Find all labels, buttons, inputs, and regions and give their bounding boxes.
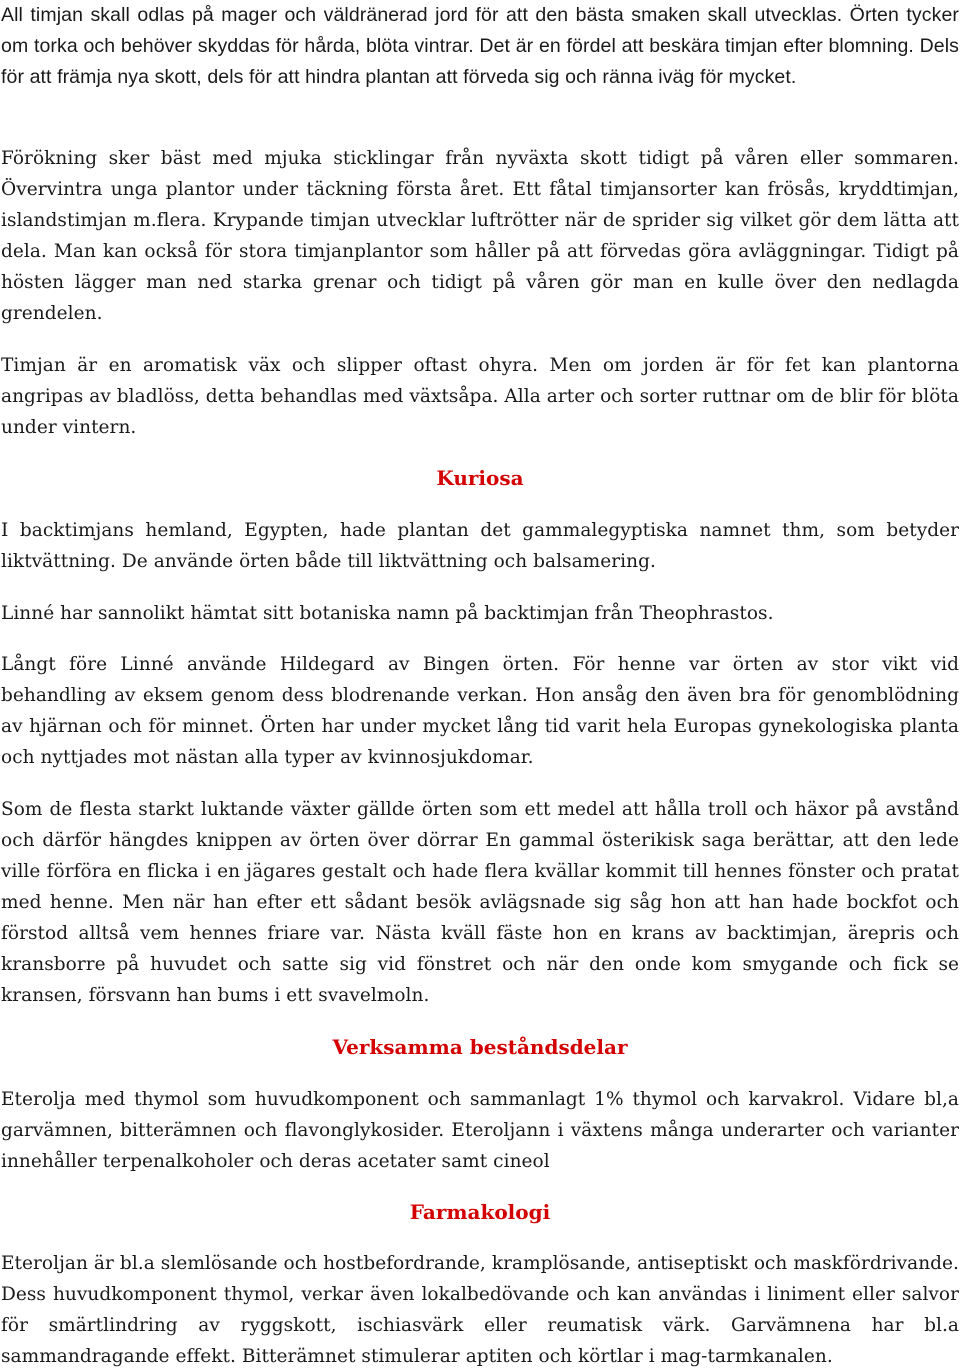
paragraph-growing: All timjan skall odlas på mager och väldränerad jord för att den bästa smaken skall utvecklas. Örten tycker om torka och behöver skyddas för hårda, blöta vintrar. Det är en fördel att beskära timjan efter blomning. Dels för att främja nya skott, dels för att hindra plantan att förveda sig och ränna iväg för mycket. [1, 4, 959, 88]
paragraph-egypt: I backtimjans hemland, Egypten, hade plantan det gammalegyptiska namnet thm, som betyder liktvättning. De använde örten både till liktvättning och balsamering. [1, 520, 959, 572]
paragraph-pharmacology: Eteroljan är bl.a slemlösande och hostbefordrande, kramplösande, antiseptiskt och maskfördrivande. Dess huvudkomponent thymol, verkar även lokalbedövande och kan användas i liniment eller salvor för smärtlindring av ryggskott, ischiasvärk eller reumatisk värk. Garvämnena har bl.a sammandragande effekt. Bitterämnet stimulerar aptiten och körtlar i mag-tarmkanalen. [1, 1253, 959, 1367]
paragraph-propagation: Förökning sker bäst med mjuka sticklingar från nyväxta skott tidigt på våren eller sommaren. Övervintra unga plantor under täckning första året. Ett fåtal timjansorter kan frösås, kryddtimjan, islandstimjan m.flera. Krypande timjan utvecklar luftrötter när de sprider sig vilket gör dem lätta att dela. Man kan också för stora timjanplantor som håller på att förvedas göra avläggningar. Tidigt på hösten lägger man ned starka grenar och tidigt på våren gör man en kulle över den nedlagda grendelen. [1, 148, 959, 324]
heading-verksamma: Verksamma beståndsdelar [332, 1035, 628, 1059]
heading-kuriosa: Kuriosa [436, 466, 524, 490]
heading-farmakologi: Farmakologi [409, 1200, 551, 1224]
paragraph-constituents: Eterolja med thymol som huvudkomponent och sammanlagt 1% thymol och karvakrol. Vidare bl,a garvämnen, bitterämnen och flavonglykosider. Eteroljann i växtens många underarter och varianter innehåller terpenalkoholer och deras acetater samt cineol [1, 1089, 959, 1172]
paragraph-linne: Linné har sannolikt hämtat sitt botaniska namn på backtimjan från Theophrastos. [1, 603, 774, 624]
paragraph-folklore: Som de flesta starkt luktande växter gällde örten som ett medel att hålla troll och häxor på avstånd och därför hängdes knippen av örten över dörrar En gammal österikisk saga berättar, att den lede ville förföra en flicka i en jägares gestalt och hade flera kvällar kommit till hennes fönster och pratat med henne. Men när han efter ett sådant besök avlägsnade sig såg hon att han hade bockfot och förstod alltså vem hennes friare var. Nästa kväll fäste hon en krans av backtimjan, ärepris och kransborre på huvudet och satte sig vid fönstret och när den onde kom smygande och fick se kransen, försvann han bums i ett svavelmoln. [1, 799, 959, 1006]
paragraph-hildegard: Långt före Linné använde Hildegard av Bingen örten. För henne var örten av stor vikt vid behandling av eksem genom dess blodrenande verkan. Hon ansåg den även bra för genomblödning av hjärnan och för minnet. Örten har under mycket lång tid varit hela Europas gynekologiska planta och nyttjades mot nästan alla typer av kvinnosjukdomar. [1, 654, 959, 768]
paragraph-pests: Timjan är en aromatisk väx och slipper oftast ohyra. Men om jorden är för fet kan plantorna angripas av bladlöss, detta behandlas med växtsåpa. Alla arter och sorter ruttnar om de blir för blöta under vintern. [1, 355, 959, 438]
